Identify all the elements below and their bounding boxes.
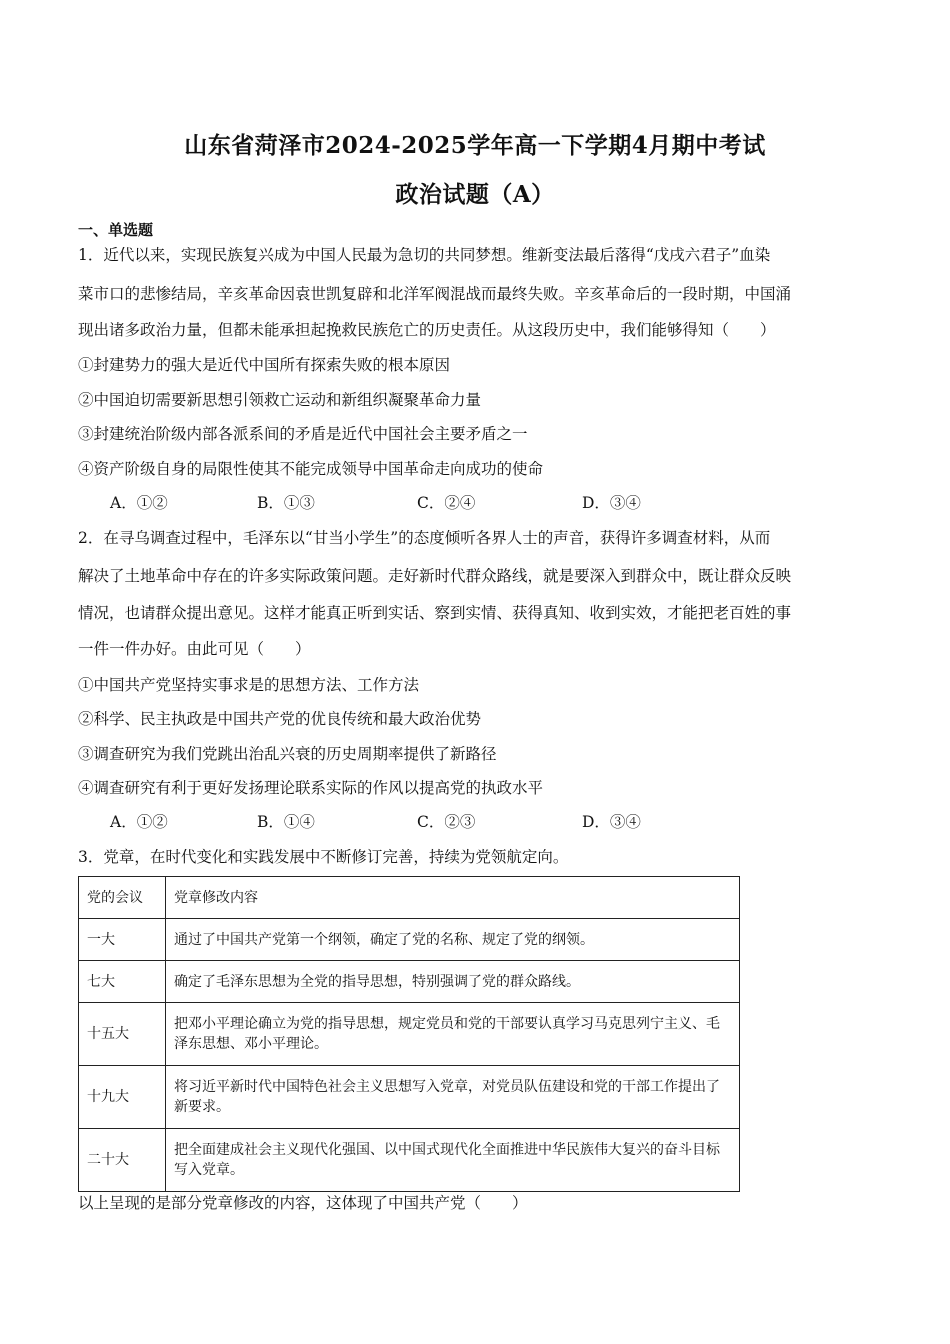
q1-item-4: ④资产阶级自身的局限性使其不能完成领导中国革命走向成功的使命: [78, 460, 544, 478]
section-heading: 一、单选题: [78, 221, 154, 239]
q2-item-3: ③调查研究为我们党跳出治乱兴衰的历史周期率提供了新路径: [78, 745, 497, 763]
table-row: [79, 1066, 740, 1129]
q2-option-a[interactable]: A．①②: [110, 813, 168, 831]
q1-item-1: ①封建势力的强大是近代中国所有探索失败的根本原因: [78, 356, 451, 374]
q1-stem-line-2: 菜市口的悲惨结局，辛亥革命因袁世凯复辟和北洋军阀混战而最终失败。辛亥革命后的一段时期，中国涌: [78, 285, 792, 303]
q2-item-2: ②科学、民主执政是中国共产党的优良传统和最大政治优势: [78, 710, 482, 728]
q2-option-d[interactable]: D．③④: [582, 813, 641, 831]
table-header-meeting: 党的会议: [79, 877, 166, 919]
q2-item-1: ①中国共产党坚持实事求是的思想方法、工作方法: [78, 676, 420, 694]
q1-option-d[interactable]: D．③④: [582, 494, 641, 512]
row-meeting: 二十大: [79, 1129, 166, 1192]
q3-question: 以上呈现的是部分党章修改的内容，这体现了中国共产党（ ）: [78, 1194, 528, 1212]
q1-item-2: ②中国迫切需要新思想引领救亡运动和新组织凝聚革命力量: [78, 391, 482, 409]
party-constitution-table: [78, 876, 740, 1192]
q2-stem-line-2: 解决了土地革命中存在的许多实际政策问题。走好新时代群众路线，就是要深入到群众中，既让群众反映: [78, 567, 792, 585]
q2-stem-line-4: 一件一件办好。由此可见（ ）: [78, 640, 311, 658]
q1-option-c[interactable]: C．②④: [417, 494, 476, 512]
table-header-row: [79, 877, 740, 919]
q2-option-c[interactable]: C．②③: [417, 813, 476, 831]
row-content: 通过了中国共产党第一个纲领，确定了党的名称、规定了党的纲领。: [166, 919, 740, 961]
q2-stem-line-3: 情况，也请群众提出意见。这样才能真正听到实话、察到实情、获得真知、收到实效，才能把老百姓的事: [78, 604, 792, 622]
row-content: 将习近平新时代中国特色社会主义思想写入党章，对党员队伍建设和党的干部工作提出了新要求。: [166, 1066, 740, 1129]
table-row: [79, 1129, 740, 1192]
row-content: 把全面建成社会主义现代化强国、以中国式现代化全面推进中华民族伟大复兴的奋斗目标写入党章。: [166, 1129, 740, 1192]
table-header-content: 党章修改内容: [166, 877, 740, 919]
q1-item-3: ③封建统治阶级内部各派系间的矛盾是近代中国社会主要矛盾之一: [78, 425, 528, 443]
q2-option-b[interactable]: B．①④: [257, 813, 315, 831]
table-row: [79, 919, 740, 961]
q1-stem-line-1: 1．近代以来，实现民族复兴成为中国人民最为急切的共同梦想。维新变法最后落得“戊戌六君子”血染: [78, 246, 771, 264]
q1-option-a[interactable]: A．①②: [110, 494, 168, 512]
table-row: [79, 1003, 740, 1066]
row-content: 确定了毛泽东思想为全党的指导思想，特别强调了党的群众路线。: [166, 961, 740, 1003]
row-content: 把邓小平理论确立为党的指导思想，规定党员和党的干部要认真学习马克思列宁主义、毛泽东思想、邓小平理论。: [166, 1003, 740, 1066]
row-meeting: 十五大: [79, 1003, 166, 1066]
q2-stem-line-1: 2．在寻乌调查过程中，毛泽东以“甘当小学生”的态度倾听各界人士的声音，获得许多调查材料，从而: [78, 529, 771, 547]
exam-title: 山东省菏泽市2024-2025学年高一下学期4月期中考试: [184, 132, 766, 159]
q1-stem-line-3: 现出诸多政治力量，但都未能承担起挽救民族危亡的历史责任。从这段历史中，我们能够得知（ ）: [78, 321, 776, 339]
row-meeting: 一大: [79, 919, 166, 961]
table-row: [79, 961, 740, 1003]
q3-stem: 3．党章，在时代变化和实践发展中不断修订完善，持续为党领航定向。: [78, 848, 569, 866]
row-meeting: 十九大: [79, 1066, 166, 1129]
q1-option-b[interactable]: B．①③: [257, 494, 315, 512]
exam-subtitle: 政治试题（A）: [395, 181, 555, 208]
q2-item-4: ④调查研究有利于更好发扬理论联系实际的作风以提高党的执政水平: [78, 779, 544, 797]
row-meeting: 七大: [79, 961, 166, 1003]
